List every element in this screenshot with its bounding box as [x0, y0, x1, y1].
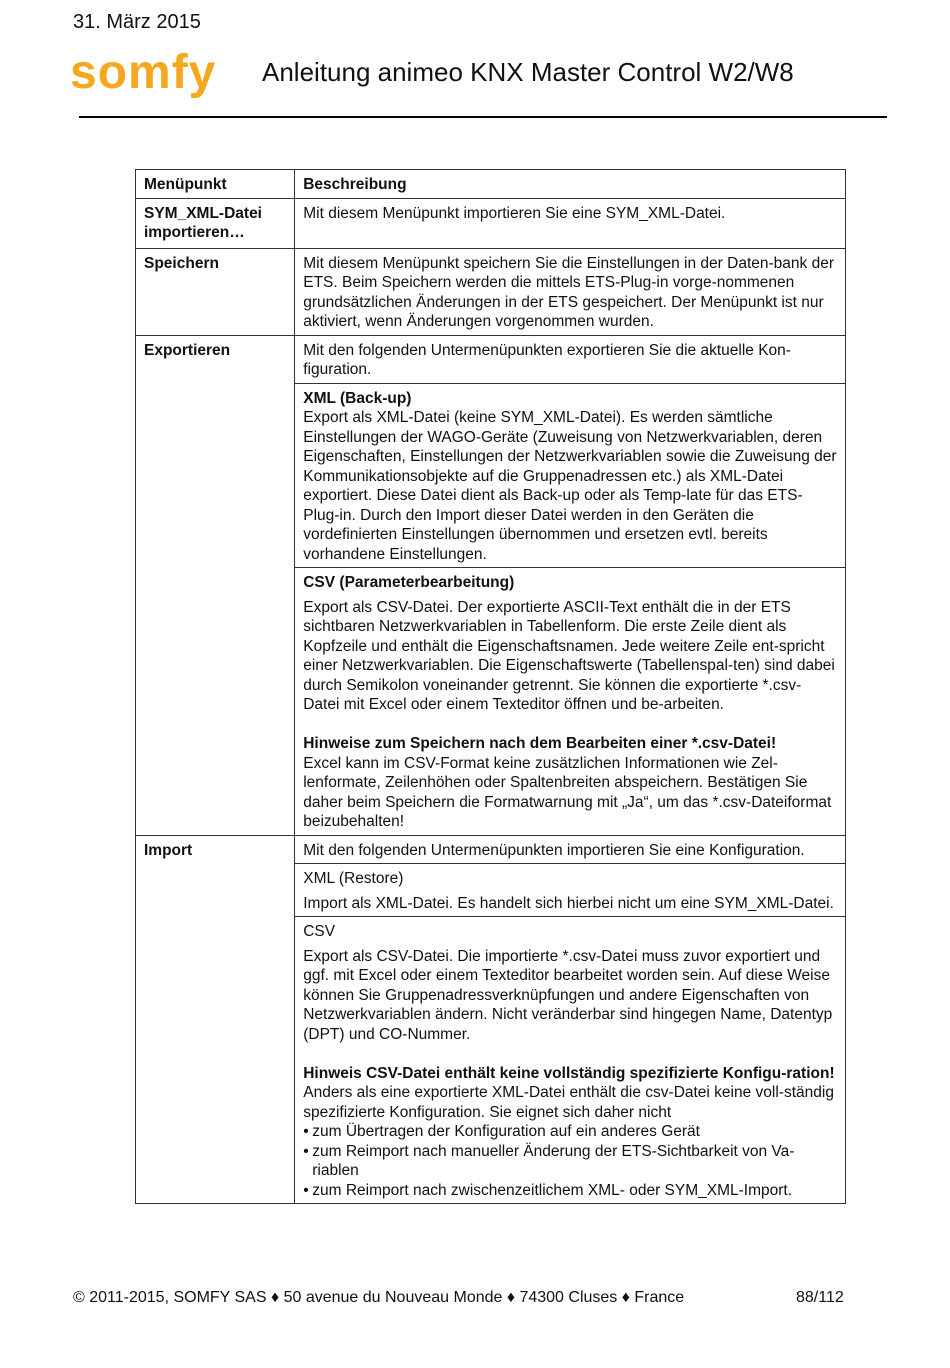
table-header-row: [136, 170, 846, 199]
csv-import-title: CSV: [303, 923, 336, 940]
column-header-menu: Menüpunkt: [136, 170, 295, 199]
menu-item-import: Import: [136, 835, 295, 1204]
menu-table: [135, 169, 846, 1204]
description-save: Mit diesem Menüpunkt speichern Sie die Einstellungen in der Daten-bank der ETS. Beim Speichern werden die mittels ETS-Plug-in vorge-nommenen grundsätzlichen Änderungen in der ETS gespeichert. Der Menüpunkt ist nur aktiviert, wenn Änderungen vorgenommen wurden.: [295, 248, 846, 335]
description-csv-export: [295, 568, 846, 836]
csv-note-title: Hinweise zum Speichern nach dem Bearbeiten einer *.csv-Datei!: [303, 735, 777, 752]
description-csv-import: [295, 917, 846, 1204]
description-xml-restore: [295, 864, 846, 917]
csv-export-text: Export als CSV-Datei. Der exportierte ASCII-Text enthält die in der ETS sichtbaren Netzwerkvariablen in Tabellenform. Die erste Zeile dient als Kopfzeile und enthält die Eigenschaftsnamen. Jede weitere Zeile ent-spricht einer Netzwerkvariablen. Die Eigenschaftswerte (Tabellenspal-ten) sind dabei durch Semikolon voneinander getrennt. Sie können die exportierte *.csv-Datei mit Excel oder einem Texteditor öffnen und be-arbeiten.: [303, 598, 835, 713]
document-title: Anleitung animeo KNX Master Control W2/W8: [262, 57, 794, 87]
csv-import-text: Export als CSV-Datei. Die importierte *.csv-Datei muss zuvor exportiert und ggf. mit Excel oder einem Texteditor bearbeitet worden sein. Auf diese Weise können Sie Gruppenadressverknüpfungen und andere Eigenschaften von Netzwerkvariablen ändern. Nicht veränderbar sind hingegen Name, Datentyp (DPT) und CO-Nummer.: [303, 947, 833, 1043]
xml-backup-title: XML (Back-up): [303, 389, 412, 407]
menu-item-save: Speichern: [136, 248, 295, 335]
description-sym-import: Mit diesem Menüpunkt importieren Sie eine SYM_XML-Datei.: [295, 198, 846, 248]
svg-text:somfy: somfy: [70, 50, 217, 99]
table-row: [136, 198, 846, 248]
csv-import-note-text: Anders als eine exportierte XML-Datei enthält die csv-Datei keine voll-ständig spezifizierte Konfiguration. Sie eignet sich daher nicht: [303, 1084, 834, 1121]
document-date: 31. März 2015: [73, 11, 201, 33]
page-number: 88/112: [796, 1289, 844, 1306]
xml-restore-title: XML (Restore): [303, 870, 404, 887]
table-row: [136, 835, 846, 864]
csv-note-text: Excel kann im CSV-Format keine zusätzlichen Informationen wie Zel-lenformate, Zeilenhöhen oder Spaltenbreiten abspeichern. Bestätigen Sie daher beim Speichern die Formatwarnung mit „Ja“, um das *.csv-Dateiformat beizubehalten!: [303, 754, 832, 830]
footer-text: © 2011-2015, SOMFY SAS ♦ 50 avenue du Nouveau Monde ♦ 74300 Cluses ♦ France: [73, 1289, 685, 1306]
description-export-intro: Mit den folgenden Untermenüpunkten exportieren Sie die aktuelle Kon-figuration.: [295, 335, 846, 383]
list-item: • zum Übertragen der Konfiguration auf ein anderes Gerät: [303, 1122, 837, 1142]
description-xml-backup: [295, 383, 846, 568]
csv-export-title: CSV (Parameterbearbeitung): [303, 574, 515, 591]
menu-item-export: Exportieren: [136, 335, 295, 835]
csv-import-note-title: Hinweis CSV-Datei enthält keine vollständig spezifizierte Konfigu-ration!: [303, 1064, 835, 1082]
menu-item-sym-import: SYM_XML-Datei importieren…: [136, 198, 295, 248]
table-row: [136, 335, 846, 383]
list-item: • zum Reimport nach zwischenzeitlichem XML- oder SYM_XML-Import.: [303, 1181, 837, 1201]
xml-restore-text: Import als XML-Datei. Es handelt sich hierbei nicht um eine SYM_XML-Datei.: [303, 894, 834, 912]
description-import-intro: Mit den folgenden Untermenüpunkten importieren Sie eine Konfiguration.: [295, 835, 846, 864]
somfy-logo: [70, 50, 240, 100]
xml-backup-text: Export als XML-Datei (keine SYM_XML-Datei). Es werden sämtliche Einstellungen der WAGO-Geräte (Zuweisung von Netzwerkvariablen, deren Eigenschaften, Einstellungen der Netzwerkvariablen sowie die Zuweisung der Kommunikationsobjekte auf die Gruppenadressen etc.) als XML-Datei exportiert. Diese Datei dient als Back-up oder als Temp-late für das ETS-Plug-in. Durch den Import dieser Datei werden in den Geräten die vordefinierten Einstellungen übernommen und ersetzen evtl. bereits vorhandene Einstellungen.: [303, 409, 837, 563]
table-row: [136, 248, 846, 335]
column-header-description: Beschreibung: [295, 170, 846, 199]
header-divider: [79, 116, 887, 118]
list-item: • zum Reimport nach manueller Änderung der ETS-Sichtbarkeit von Va-riablen: [303, 1142, 837, 1181]
csv-import-bullet-list: [303, 1122, 837, 1200]
